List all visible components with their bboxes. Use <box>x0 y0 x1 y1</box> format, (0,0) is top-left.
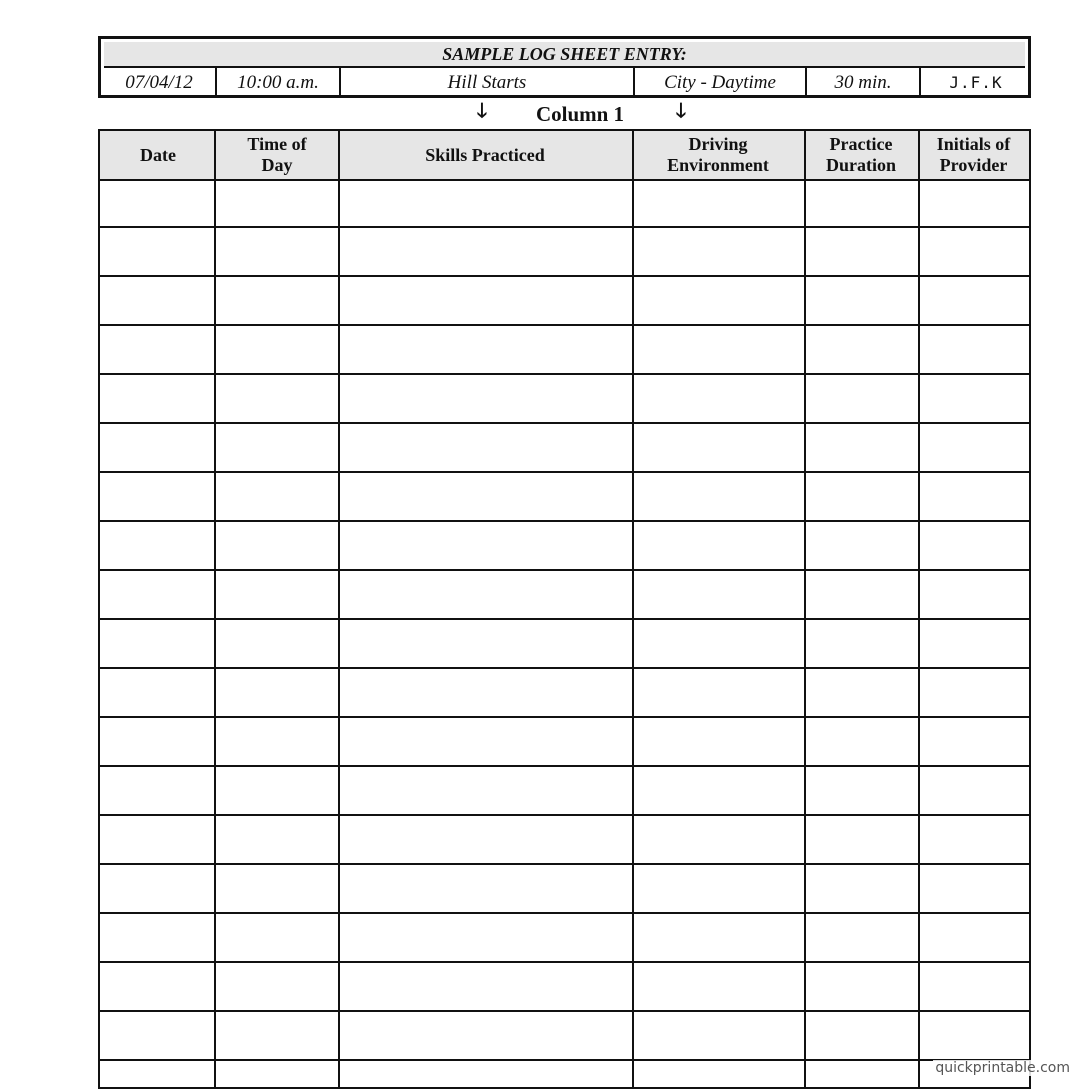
sample-environment: City - Daytime <box>664 72 776 93</box>
sample-entry <box>98 36 1031 98</box>
sample-duration: 30 min. <box>834 72 892 93</box>
header-date: Date <box>140 144 176 165</box>
table-row-line <box>100 961 1029 963</box>
table-row-line <box>100 765 1029 767</box>
sample-entry-title: SAMPLE LOG SHEET ENTRY: <box>104 42 1025 68</box>
header-driving-environment: Driving Environment <box>667 134 769 175</box>
table-row-line <box>100 814 1029 816</box>
header-time-of-day: Time of Day <box>247 134 307 175</box>
sample-entry-row <box>101 68 1028 95</box>
table-row-line <box>100 1059 1029 1061</box>
table-row-line <box>100 422 1029 424</box>
down-arrow-icon: 🡓 <box>476 98 488 122</box>
header-initials-of-provider: Initials of Provider <box>936 134 1011 175</box>
watermark: quickprintable.com <box>935 1060 1070 1076</box>
log-sheet-table <box>98 129 1031 1089</box>
column-pointer-label: Column 1 <box>535 102 625 126</box>
table-row-line <box>100 471 1029 473</box>
log-header-row <box>100 131 1029 181</box>
table-row-line <box>100 863 1029 865</box>
table-row-line <box>100 912 1029 914</box>
sample-time: 10:00 a.m. <box>237 72 319 93</box>
table-row-line <box>100 1010 1029 1012</box>
table-row-line <box>100 618 1029 620</box>
sample-date: 07/04/12 <box>125 72 193 93</box>
table-row-line <box>100 275 1029 277</box>
header-skills-practiced: Skills Practiced <box>425 144 545 165</box>
table-row-line <box>100 667 1029 669</box>
table-row-line <box>100 716 1029 718</box>
table-row-line <box>100 569 1029 571</box>
table-row-line <box>100 373 1029 375</box>
header-practice-duration: Practice Duration <box>825 134 896 175</box>
down-arrow-icon: 🡓 <box>675 98 687 122</box>
table-row-line <box>100 324 1029 326</box>
sample-skill: Hill Starts <box>447 72 527 93</box>
sample-initials: J.F.K <box>949 73 1003 92</box>
table-row-line <box>100 520 1029 522</box>
table-row-line <box>100 226 1029 228</box>
